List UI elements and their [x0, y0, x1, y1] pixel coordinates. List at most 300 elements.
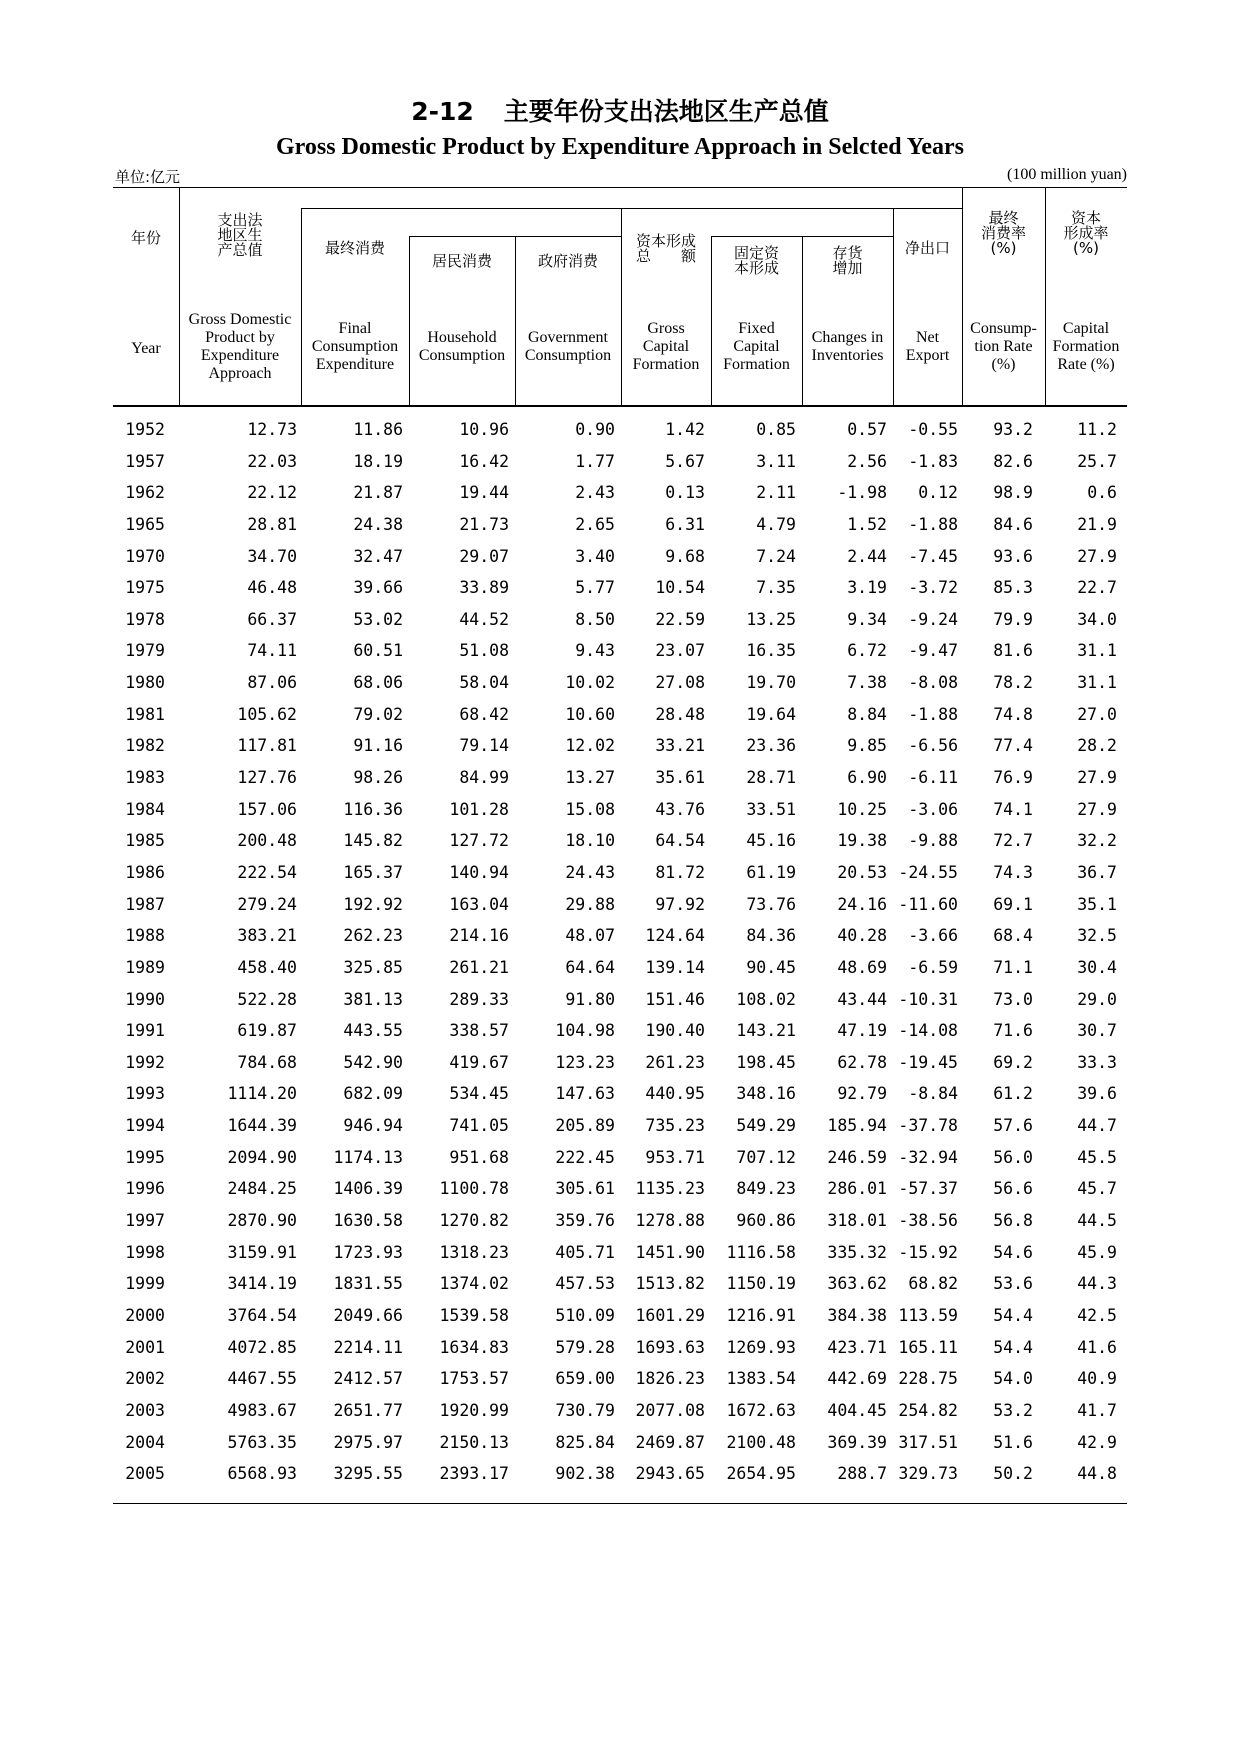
cell-government: 5.77	[575, 578, 615, 598]
cell-final-consumption: 11.86	[353, 420, 403, 439]
cell-final-consumption: 325.85	[343, 957, 403, 977]
cell-gross-capital: 1513.82	[635, 1274, 705, 1294]
cell-gross-capital: 0.13	[665, 483, 705, 503]
cell-household: 214.16	[449, 926, 509, 946]
cell-government: 8.50	[575, 609, 615, 629]
cell-year: 2000	[125, 1305, 165, 1325]
cell-inventories: 9.34	[847, 609, 887, 629]
cell-household: 1374.02	[439, 1274, 509, 1294]
cell-fixed-capital: 90.45	[746, 957, 796, 977]
cell-gdp: 127.76	[237, 768, 297, 788]
cell-inventories: 8.84	[847, 704, 887, 724]
cell-final-consumption: 542.90	[343, 1052, 403, 1072]
cell-net-export: -9.47	[908, 641, 958, 661]
cell-household: 951.68	[449, 1147, 509, 1167]
header-gdp-en: Gross Domestic Product by Expenditure Approach	[188, 311, 292, 382]
cell-net-export: 68.82	[908, 1274, 958, 1294]
cell-government: 825.84	[555, 1432, 615, 1452]
cell-year: 1993	[125, 1084, 165, 1104]
table-row	[0, 1241, 1240, 1273]
cell-consumption-rate: 78.2	[993, 673, 1033, 693]
cell-fixed-capital: 960.86	[736, 1211, 796, 1231]
cell-year: 1975	[125, 578, 165, 598]
header-bottom-rule	[113, 405, 1127, 407]
cell-final-consumption: 2214.11	[333, 1337, 403, 1357]
cell-capital-rate: 33.3	[1077, 1052, 1117, 1072]
cell-gross-capital: 1826.23	[635, 1369, 705, 1389]
cell-net-export: 165.11	[898, 1337, 958, 1357]
header-final-consumption-zh: 最终消费	[324, 239, 385, 257]
cell-capital-rate: 44.8	[1077, 1464, 1117, 1484]
cell-inventories: 423.71	[827, 1337, 887, 1357]
cell-gross-capital: 23.07	[655, 641, 705, 661]
cell-year: 1987	[125, 894, 165, 914]
cell-consumption-rate: 82.6	[993, 451, 1033, 471]
cell-capital-rate: 34.0	[1077, 609, 1117, 629]
cell-inventories: 185.94	[827, 1116, 887, 1136]
cell-net-export: -1.83	[908, 451, 958, 471]
table-row	[0, 450, 1240, 482]
cell-capital-rate: 28.2	[1077, 736, 1117, 756]
cell-fixed-capital: 2100.48	[726, 1432, 796, 1452]
cell-fixed-capital: 1269.93	[726, 1337, 796, 1357]
cell-inventories: 6.72	[847, 641, 887, 661]
cell-gdp: 222.54	[237, 862, 297, 882]
table-row	[0, 1114, 1240, 1146]
cell-consumption-rate: 54.4	[993, 1337, 1033, 1357]
cell-consumption-rate: 69.2	[993, 1052, 1033, 1072]
cell-net-export: -1.88	[908, 704, 958, 724]
cell-government: 18.10	[565, 831, 615, 851]
cell-gross-capital: 64.54	[655, 831, 705, 851]
cell-government: 29.88	[565, 894, 615, 914]
cell-gross-capital: 1601.29	[635, 1305, 705, 1325]
page-subtitle: Gross Domestic Product by Expenditure Approach in Selcted Years	[275, 134, 965, 160]
cell-final-consumption: 2412.57	[333, 1369, 403, 1389]
cell-gross-capital: 6.31	[665, 514, 705, 534]
header-consumption-rate-zh: 最终 消费率 (%)	[980, 209, 1026, 257]
cell-year: 1986	[125, 862, 165, 882]
header-household-en: Household Consumption	[418, 329, 506, 364]
cell-gdp: 4467.55	[227, 1369, 297, 1389]
cell-net-export: -6.11	[908, 768, 958, 788]
cell-consumption-rate: 56.0	[993, 1147, 1033, 1167]
cell-final-consumption: 145.82	[343, 831, 403, 851]
cell-government: 2.43	[575, 483, 615, 503]
cell-inventories: 62.78	[837, 1052, 887, 1072]
cell-fixed-capital: 19.64	[746, 704, 796, 724]
cell-capital-rate: 44.5	[1077, 1211, 1117, 1231]
cell-fixed-capital: 1116.58	[726, 1242, 796, 1262]
cell-government: 579.28	[555, 1337, 615, 1357]
cell-gdp: 3159.91	[227, 1242, 297, 1262]
cell-government: 48.07	[565, 926, 615, 946]
cell-capital-rate: 27.9	[1077, 546, 1117, 566]
cell-consumption-rate: 50.2	[993, 1464, 1033, 1484]
cell-fixed-capital: 33.51	[746, 799, 796, 819]
cell-consumption-rate: 74.1	[993, 799, 1033, 819]
cell-final-consumption: 682.09	[343, 1084, 403, 1104]
cell-gdp: 12.73	[247, 420, 297, 439]
cell-gdp: 105.62	[237, 704, 297, 724]
cell-year: 2002	[125, 1369, 165, 1389]
table-body	[0, 418, 1240, 1494]
cell-consumption-rate: 54.4	[993, 1305, 1033, 1325]
cell-gdp: 22.12	[247, 483, 297, 503]
cell-net-export: -14.08	[898, 1021, 958, 1041]
cell-inventories: 20.53	[837, 862, 887, 882]
cell-inventories: 2.44	[847, 546, 887, 566]
cell-final-consumption: 24.38	[353, 514, 403, 534]
cell-government: 24.43	[565, 862, 615, 882]
cell-net-export: -7.45	[908, 546, 958, 566]
cell-year: 2001	[125, 1337, 165, 1357]
cell-year: 1952	[125, 420, 165, 439]
cell-gdp: 458.40	[237, 957, 297, 977]
cell-net-export: -9.24	[908, 609, 958, 629]
header-household-zh: 居民消费	[431, 252, 492, 270]
cell-final-consumption: 262.23	[343, 926, 403, 946]
cell-final-consumption: 98.26	[353, 768, 403, 788]
cell-net-export: -3.72	[908, 578, 958, 598]
cell-net-export: -3.66	[908, 926, 958, 946]
header-capital-rate-en: Capital Formation Rate (%)	[1052, 320, 1120, 373]
cell-inventories: 0.57	[847, 420, 887, 439]
cell-final-consumption: 116.36	[343, 799, 403, 819]
cell-government: 205.89	[555, 1116, 615, 1136]
cell-household: 84.99	[459, 768, 509, 788]
cell-household: 261.21	[449, 957, 509, 977]
cell-consumption-rate: 54.6	[993, 1242, 1033, 1262]
cell-household: 101.28	[449, 799, 509, 819]
cell-gdp: 74.11	[247, 641, 297, 661]
cell-fixed-capital: 348.16	[736, 1084, 796, 1104]
cell-net-export: -3.06	[908, 799, 958, 819]
table-row	[0, 1019, 1240, 1051]
cell-gdp: 4072.85	[227, 1337, 297, 1357]
cell-year: 1981	[125, 704, 165, 724]
table-row	[0, 481, 1240, 513]
cell-gross-capital: 2943.65	[635, 1464, 705, 1484]
cell-household: 16.42	[459, 451, 509, 471]
cell-gross-capital: 190.40	[645, 1021, 705, 1041]
cell-government: 405.71	[555, 1242, 615, 1262]
cell-household: 289.33	[449, 989, 509, 1009]
cell-gdp: 157.06	[237, 799, 297, 819]
cell-final-consumption: 21.87	[353, 483, 403, 503]
cell-consumption-rate: 73.0	[993, 989, 1033, 1009]
cell-government: 659.00	[555, 1369, 615, 1389]
cell-consumption-rate: 68.4	[993, 926, 1033, 946]
header-gdp-zh: 支出法 地区生 产总值	[217, 211, 263, 259]
cell-inventories: 10.25	[837, 799, 887, 819]
cell-final-consumption: 18.19	[353, 451, 403, 471]
cell-inventories: 1.52	[847, 514, 887, 534]
cell-government: 13.27	[565, 768, 615, 788]
cell-gross-capital: 5.67	[665, 451, 705, 471]
cell-inventories: 363.62	[827, 1274, 887, 1294]
cell-gross-capital: 1693.63	[635, 1337, 705, 1357]
cell-household: 44.52	[459, 609, 509, 629]
cell-year: 1992	[125, 1052, 165, 1072]
cell-year: 2005	[125, 1464, 165, 1484]
cell-final-consumption: 1174.13	[333, 1147, 403, 1167]
cell-gross-capital: 2077.08	[635, 1400, 705, 1420]
cell-gdp: 522.28	[237, 989, 297, 1009]
cell-gross-capital: 1.42	[665, 420, 705, 439]
cell-inventories: 92.79	[837, 1084, 887, 1104]
table-row	[0, 766, 1240, 798]
cell-consumption-rate: 57.6	[993, 1116, 1033, 1136]
cell-gross-capital: 1278.88	[635, 1211, 705, 1231]
cell-consumption-rate: 69.1	[993, 894, 1033, 914]
cell-inventories: 40.28	[837, 926, 887, 946]
cell-government: 10.60	[565, 704, 615, 724]
header-gross-capital-zh: 资本形成 总 额	[635, 232, 696, 265]
cell-gdp: 5763.35	[227, 1432, 297, 1452]
cell-inventories: 335.32	[827, 1242, 887, 1262]
cell-year: 1984	[125, 799, 165, 819]
header-government-zh: 政府消费	[537, 252, 598, 270]
cell-net-export: 329.73	[898, 1464, 958, 1484]
cell-net-export: 228.75	[898, 1369, 958, 1389]
cell-consumption-rate: 54.0	[993, 1369, 1033, 1389]
table-row	[0, 1399, 1240, 1431]
cell-final-consumption: 91.16	[353, 736, 403, 756]
cell-government: 902.38	[555, 1464, 615, 1484]
col-divider	[893, 208, 894, 406]
cell-final-consumption: 3295.55	[333, 1464, 403, 1484]
table-row	[0, 1304, 1240, 1336]
cell-net-export: 0.12	[918, 483, 958, 503]
cell-gdp: 2094.90	[227, 1147, 297, 1167]
table-row	[0, 1367, 1240, 1399]
cell-consumption-rate: 61.2	[993, 1084, 1033, 1104]
cell-fixed-capital: 28.71	[746, 768, 796, 788]
cell-inventories: 369.39	[827, 1432, 887, 1452]
cell-inventories: 6.90	[847, 768, 887, 788]
cell-fixed-capital: 707.12	[736, 1147, 796, 1167]
cell-year: 1991	[125, 1021, 165, 1041]
cell-capital-rate: 32.5	[1077, 926, 1117, 946]
cell-year: 1994	[125, 1116, 165, 1136]
cell-gross-capital: 124.64	[645, 926, 705, 946]
cell-gdp: 66.37	[247, 609, 297, 629]
cell-consumption-rate: 93.6	[993, 546, 1033, 566]
cell-government: 147.63	[555, 1084, 615, 1104]
cell-household: 1270.82	[439, 1211, 509, 1231]
cell-gross-capital: 1451.90	[635, 1242, 705, 1262]
cell-fixed-capital: 73.76	[746, 894, 796, 914]
cell-fixed-capital: 549.29	[736, 1116, 796, 1136]
cell-fixed-capital: 143.21	[736, 1021, 796, 1041]
cell-gross-capital: 81.72	[655, 862, 705, 882]
cell-gross-capital: 261.23	[645, 1052, 705, 1072]
cell-household: 140.94	[449, 862, 509, 882]
cell-inventories: 47.19	[837, 1021, 887, 1041]
cell-year: 1999	[125, 1274, 165, 1294]
cell-gdp: 28.81	[247, 514, 297, 534]
table-row	[0, 1051, 1240, 1083]
table-row	[0, 1336, 1240, 1368]
table-row	[0, 703, 1240, 735]
cell-gross-capital: 151.46	[645, 989, 705, 1009]
cell-gdp: 200.48	[237, 831, 297, 851]
col-divider	[301, 208, 302, 406]
cell-gdp: 46.48	[247, 578, 297, 598]
cell-net-export: -57.37	[898, 1179, 958, 1199]
cell-gdp: 2484.25	[227, 1179, 297, 1199]
cell-government: 2.65	[575, 514, 615, 534]
table-row	[0, 829, 1240, 861]
cell-household: 68.42	[459, 704, 509, 724]
cell-capital-rate: 11.2	[1077, 420, 1117, 439]
cell-household: 2393.17	[439, 1464, 509, 1484]
cell-capital-rate: 0.6	[1087, 483, 1117, 503]
cell-inventories: 3.19	[847, 578, 887, 598]
cell-gross-capital: 97.92	[655, 894, 705, 914]
cell-capital-rate: 44.3	[1077, 1274, 1117, 1294]
cell-year: 1957	[125, 451, 165, 471]
cell-consumption-rate: 53.2	[993, 1400, 1033, 1420]
cell-consumption-rate: 98.9	[993, 483, 1033, 503]
cell-gdp: 22.03	[247, 451, 297, 471]
cell-gdp: 3414.19	[227, 1274, 297, 1294]
cell-net-export: 254.82	[898, 1400, 958, 1420]
cell-household: 1539.58	[439, 1305, 509, 1325]
cell-year: 1980	[125, 673, 165, 693]
table-row	[0, 513, 1240, 545]
cell-consumption-rate: 81.6	[993, 641, 1033, 661]
cell-fixed-capital: 0.85	[756, 420, 796, 439]
cell-capital-rate: 45.9	[1077, 1242, 1117, 1262]
cell-inventories: 286.01	[827, 1179, 887, 1199]
table-row	[0, 988, 1240, 1020]
cell-year: 1988	[125, 926, 165, 946]
cell-capital-rate: 31.1	[1077, 673, 1117, 693]
cell-net-export: -38.56	[898, 1211, 958, 1231]
table-row	[0, 1431, 1240, 1463]
cell-household: 2150.13	[439, 1432, 509, 1452]
table-row	[0, 861, 1240, 893]
cell-final-consumption: 32.47	[353, 546, 403, 566]
table-row	[0, 924, 1240, 956]
header-span-rule	[301, 208, 962, 209]
cell-government: 305.61	[555, 1179, 615, 1199]
cell-year: 1982	[125, 736, 165, 756]
cell-government: 359.76	[555, 1211, 615, 1231]
cell-final-consumption: 165.37	[343, 862, 403, 882]
cell-inventories: 9.85	[847, 736, 887, 756]
cell-government: 510.09	[555, 1305, 615, 1325]
cell-year: 1970	[125, 546, 165, 566]
table-row	[0, 418, 1240, 450]
cell-capital-rate: 41.7	[1077, 1400, 1117, 1420]
cell-fixed-capital: 7.35	[756, 578, 796, 598]
cell-fixed-capital: 16.35	[746, 641, 796, 661]
cell-capital-rate: 27.9	[1077, 799, 1117, 819]
cell-government: 222.45	[555, 1147, 615, 1167]
table-row	[0, 608, 1240, 640]
cell-government: 9.43	[575, 641, 615, 661]
cell-household: 1100.78	[439, 1179, 509, 1199]
cell-household: 51.08	[459, 641, 509, 661]
cell-final-consumption: 1406.39	[333, 1179, 403, 1199]
cell-net-export: 113.59	[898, 1305, 958, 1325]
cell-consumption-rate: 79.9	[993, 609, 1033, 629]
cell-government: 10.02	[565, 673, 615, 693]
cell-final-consumption: 443.55	[343, 1021, 403, 1041]
cell-year: 1962	[125, 483, 165, 503]
cell-consumption-rate: 93.2	[993, 420, 1033, 439]
cell-year: 2003	[125, 1400, 165, 1420]
cell-inventories: 246.59	[827, 1147, 887, 1167]
cell-government: 64.64	[565, 957, 615, 977]
cell-final-consumption: 53.02	[353, 609, 403, 629]
cell-year: 1965	[125, 514, 165, 534]
unit-label-chinese: 单位:亿元	[115, 168, 181, 186]
cell-capital-rate: 35.1	[1077, 894, 1117, 914]
cell-household: 10.96	[459, 420, 509, 439]
cell-net-export: -9.88	[908, 831, 958, 851]
header-gross-capital-en: Gross Capital Formation	[632, 320, 700, 373]
cell-net-export: -37.78	[898, 1116, 958, 1136]
cell-inventories: 43.44	[837, 989, 887, 1009]
cell-capital-rate: 44.7	[1077, 1116, 1117, 1136]
cell-gross-capital: 22.59	[655, 609, 705, 629]
cell-gross-capital: 43.76	[655, 799, 705, 819]
cell-net-export: -10.31	[898, 989, 958, 1009]
table-row	[0, 1177, 1240, 1209]
cell-final-consumption: 2049.66	[333, 1305, 403, 1325]
cell-capital-rate: 25.7	[1077, 451, 1117, 471]
cell-inventories: 24.16	[837, 894, 887, 914]
cell-consumption-rate: 56.6	[993, 1179, 1033, 1199]
cell-household: 1634.83	[439, 1337, 509, 1357]
cell-year: 1979	[125, 641, 165, 661]
cell-gross-capital: 953.71	[645, 1147, 705, 1167]
cell-final-consumption: 946.94	[343, 1116, 403, 1136]
cell-final-consumption: 68.06	[353, 673, 403, 693]
cell-inventories: 2.56	[847, 451, 887, 471]
cell-gdp: 4983.67	[227, 1400, 297, 1420]
cell-capital-rate: 31.1	[1077, 641, 1117, 661]
cell-gdp: 117.81	[237, 736, 297, 756]
cell-fixed-capital: 3.11	[756, 451, 796, 471]
cell-capital-rate: 27.9	[1077, 768, 1117, 788]
cell-final-consumption: 381.13	[343, 989, 403, 1009]
header-year-en: Year	[131, 340, 161, 357]
cell-inventories: 48.69	[837, 957, 887, 977]
header-consumption-rate-en: Consump- tion Rate (%)	[970, 320, 1037, 373]
cell-net-export: -8.08	[908, 673, 958, 693]
header-fixed-capital-zh: 固定资 本形成	[733, 244, 779, 277]
cell-net-export: -32.94	[898, 1147, 958, 1167]
cell-government: 730.79	[555, 1400, 615, 1420]
cell-government: 0.90	[575, 420, 615, 439]
cell-gross-capital: 9.68	[665, 546, 705, 566]
cell-gross-capital: 28.48	[655, 704, 705, 724]
cell-gdp: 2870.90	[227, 1211, 297, 1231]
cell-year: 2004	[125, 1432, 165, 1452]
cell-inventories: -1.98	[837, 483, 887, 503]
cell-gross-capital: 735.23	[645, 1116, 705, 1136]
cell-fixed-capital: 4.79	[756, 514, 796, 534]
cell-inventories: 442.69	[827, 1369, 887, 1389]
cell-year: 1997	[125, 1211, 165, 1231]
cell-consumption-rate: 76.9	[993, 768, 1033, 788]
cell-government: 12.02	[565, 736, 615, 756]
